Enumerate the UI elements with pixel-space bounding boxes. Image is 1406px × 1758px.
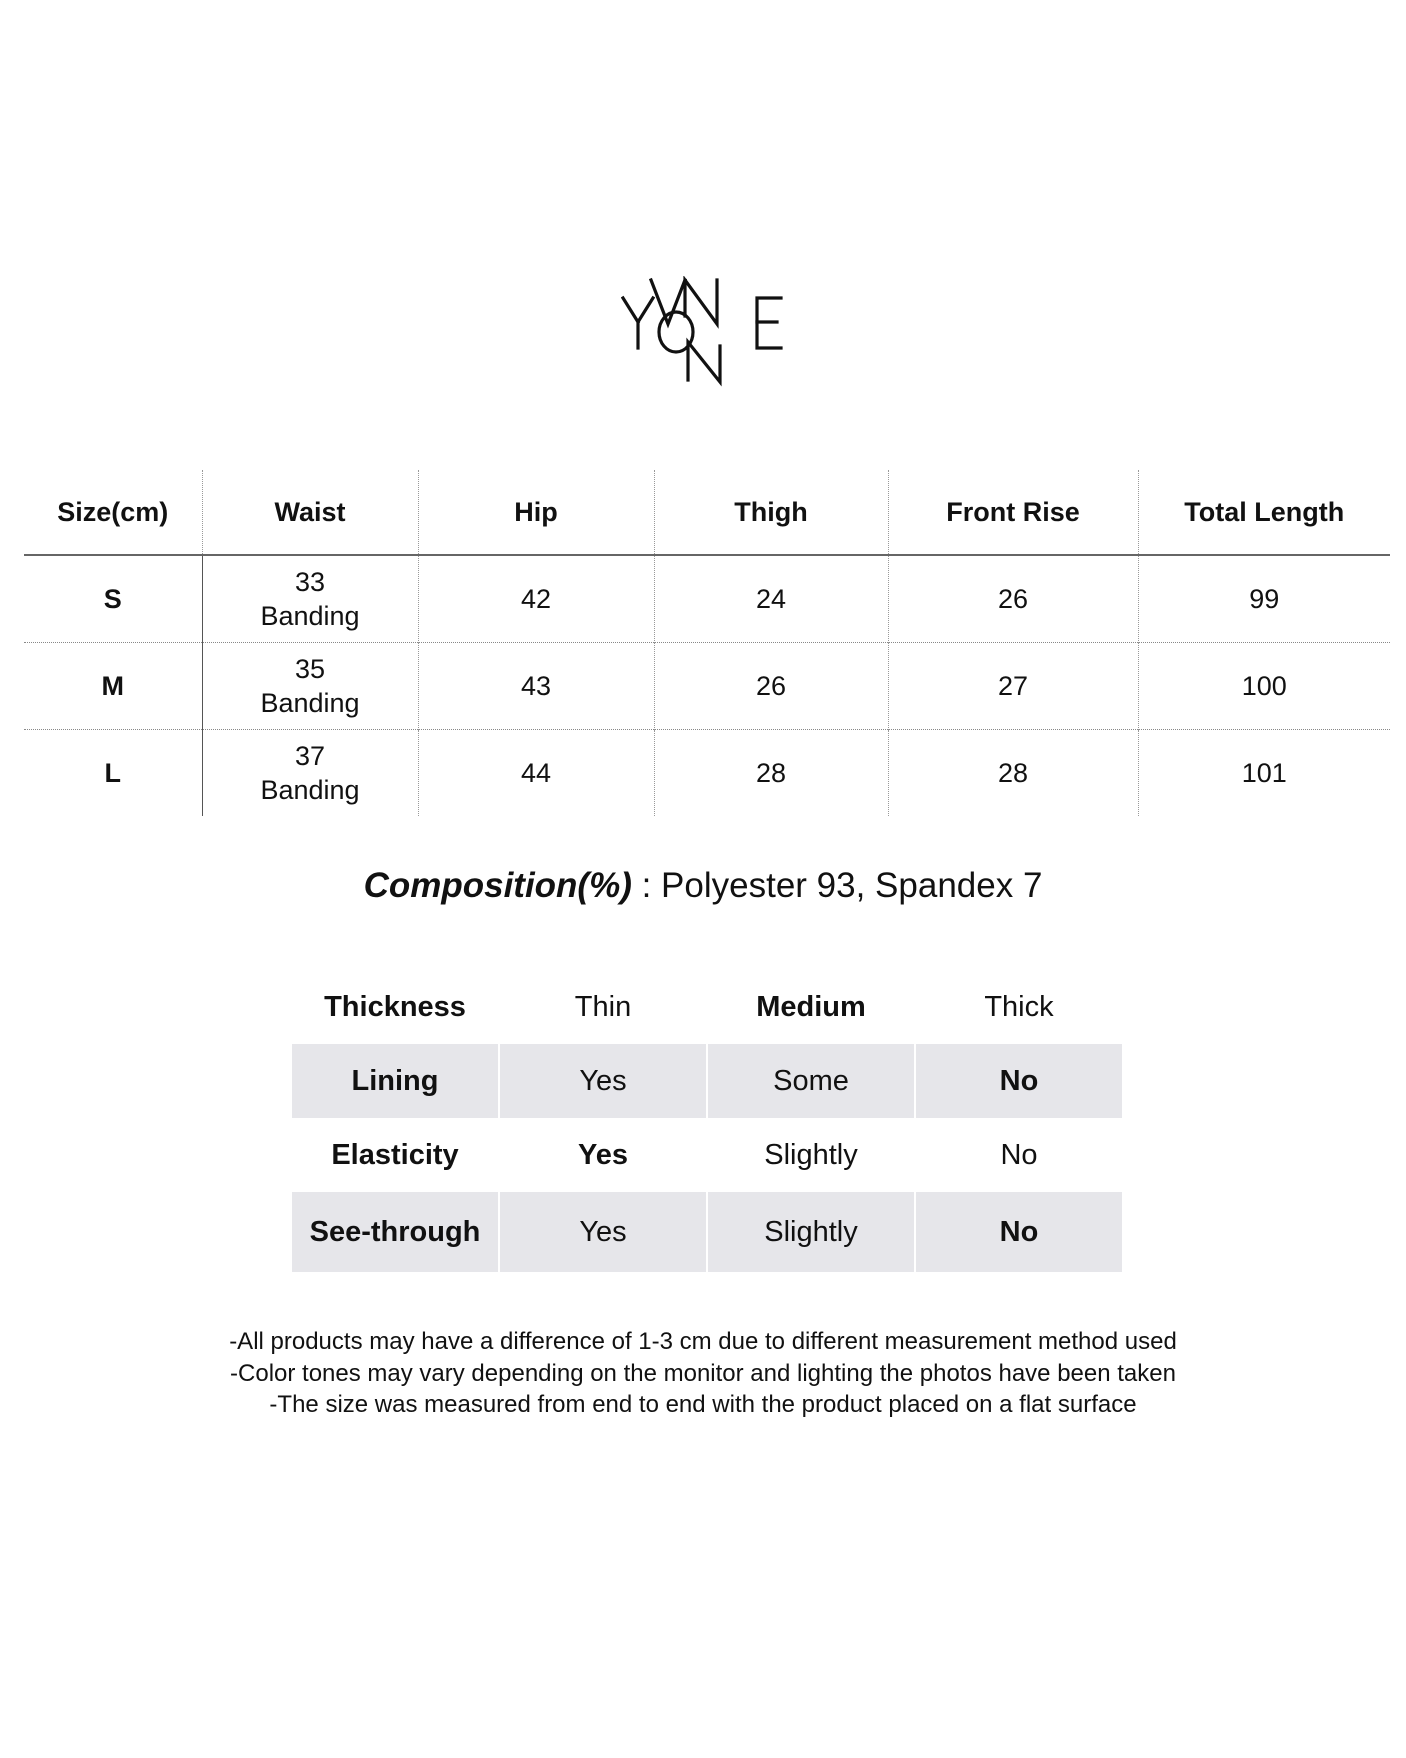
waist-note: Banding [260, 688, 360, 718]
attribute-row-see-through [292, 1192, 1122, 1272]
composition-value: Polyester 93, Spandex 7 [661, 866, 1043, 905]
size-notes [0, 1326, 1406, 1421]
composition-separator: : [631, 866, 662, 905]
size-label: L [24, 730, 202, 817]
attribute-option: No [916, 1044, 1122, 1118]
table-row [24, 555, 1390, 643]
attribute-option: Yes [500, 1192, 706, 1272]
waist-cell [202, 730, 418, 817]
header-total-length: Total Length [1138, 470, 1390, 555]
attribute-option: Yes [578, 1138, 628, 1171]
front-rise-value: 28 [888, 730, 1138, 817]
attribute-option: Slightly [708, 1192, 914, 1272]
front-rise-value: 26 [888, 555, 1138, 643]
note-line: -All products may have a difference of 1-3 cm due to different measurement method used [229, 1328, 1177, 1355]
size-chart-table [24, 470, 1390, 816]
thigh-value: 24 [654, 555, 888, 643]
waist-cell [202, 643, 418, 730]
total-length-value: 99 [1138, 555, 1390, 643]
attribute-option: No [1000, 1138, 1038, 1171]
hip-value: 43 [418, 643, 654, 730]
header-size: Size(cm) [24, 470, 202, 555]
total-length-value: 100 [1138, 643, 1390, 730]
attribute-label: See-through [292, 1192, 498, 1272]
size-label: M [24, 643, 202, 730]
waist-value: 37 [294, 741, 326, 771]
composition-line [0, 866, 1406, 906]
thigh-value: 26 [654, 643, 888, 730]
header-hip: Hip [418, 470, 654, 555]
attribute-option: Yes [500, 1044, 706, 1118]
front-rise-value: 27 [888, 643, 1138, 730]
note-line: -The size was measured from end to end with the product placed on a flat surface [269, 1391, 1137, 1418]
attribute-option: No [916, 1192, 1122, 1272]
attribute-option: Medium [756, 990, 866, 1023]
attribute-option: Some [708, 1044, 914, 1118]
header-waist: Waist [202, 470, 418, 555]
attribute-label: Thickness [324, 990, 466, 1023]
attribute-option: Slightly [764, 1138, 858, 1171]
note-line: -Color tones may vary depending on the monitor and lighting the photos have been taken [230, 1359, 1176, 1387]
attribute-row-lining [292, 1044, 1122, 1118]
hip-value: 42 [418, 555, 654, 643]
waist-cell [202, 555, 418, 643]
header-front-rise: Front Rise [888, 470, 1138, 555]
attribute-row-thickness [292, 970, 1122, 1044]
waist-value: 35 [294, 654, 326, 684]
fabric-attributes-table [290, 970, 1124, 1272]
header-thigh: Thigh [654, 470, 888, 555]
composition-label: Composition(%) [363, 866, 632, 905]
attribute-label: Lining [292, 1044, 498, 1118]
attribute-row-elasticity [292, 1118, 1122, 1192]
attribute-option: Thick [984, 990, 1054, 1023]
yvonne-logo [621, 276, 791, 388]
table-row [24, 730, 1390, 817]
attribute-option: Thin [574, 990, 632, 1023]
size-label: S [103, 584, 122, 614]
attribute-label: Elasticity [331, 1138, 459, 1171]
size-chart-header-row [24, 470, 1390, 555]
waist-value: 33 [294, 567, 326, 597]
total-length-value: 101 [1138, 730, 1390, 817]
hip-value: 44 [418, 730, 654, 817]
thigh-value: 28 [654, 730, 888, 817]
table-row [24, 643, 1390, 730]
waist-note: Banding [260, 601, 360, 631]
waist-note: Banding [260, 775, 360, 805]
